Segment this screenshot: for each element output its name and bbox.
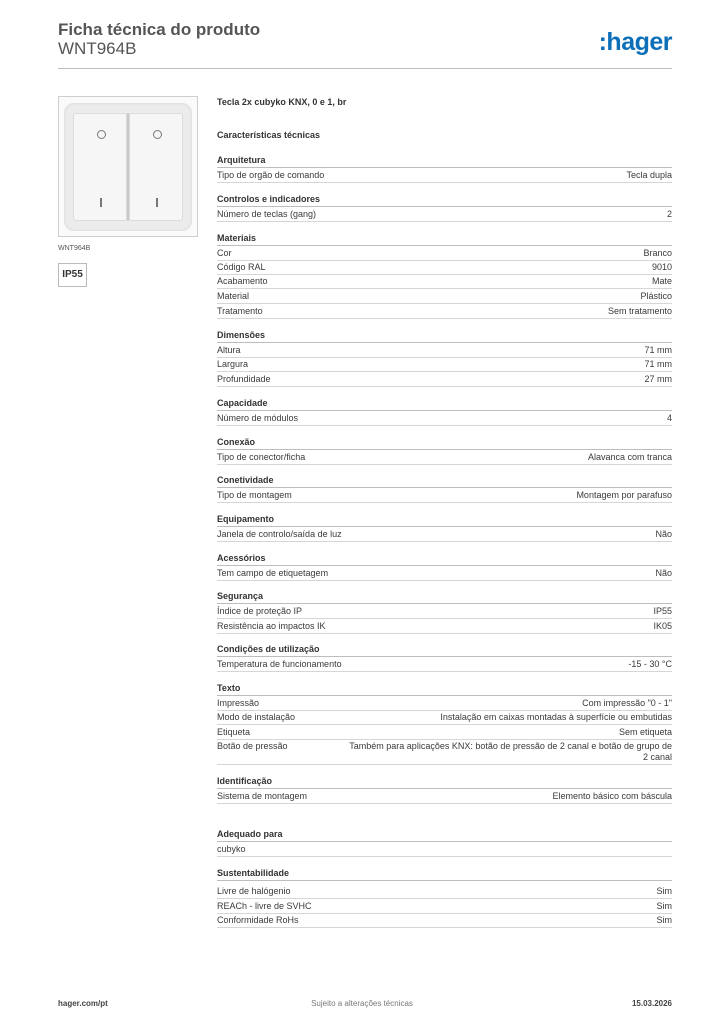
section-heading-capacidade: Capacidade [217,398,672,411]
off-symbol-icon [153,130,162,139]
spec-row [217,209,672,222]
image-caption: WNT964B [58,245,91,252]
spec-row [217,712,672,725]
spec-label: Tipo de conector/ficha [217,452,306,462]
spec-value: Sim [656,886,672,896]
spec-value: 9010 [651,262,672,272]
spec-label: Resistência ao impactos IK [217,621,326,631]
spec-row [217,345,672,358]
spec-row [217,606,672,619]
spec-value: Com impressão "0 - 1" [582,698,672,708]
spec-label: Número de módulos [217,413,299,423]
product-code: WNT964B [58,39,137,58]
section-heading-dimensoes: Dimensões [217,330,672,343]
spec-row [217,791,672,804]
spec-value: Também para aplicações KNX: botão de pressão de 2 canal e botão de grupo de 2 canal [349,741,672,762]
spec-label: Modo de instalação [217,712,296,722]
spec-row [217,698,672,711]
section-heading-conetividade: Conetividade [217,475,672,488]
ip-rating-badge: IP55 [58,263,87,287]
spec-label: Tratamento [217,306,263,316]
spec-value: Branco [643,248,672,258]
spec-value: 2 [666,209,672,219]
footer-date: 15.03.2026 [631,999,672,1008]
spec-row [217,413,672,426]
section-heading-adequado: Adequado para [217,829,672,842]
section-heading-equipamento: Equipamento [217,514,672,527]
spec-row [217,659,672,672]
spec-value: Instalação em caixas montadas à superfície ou embutidas [440,712,672,722]
spec-value: IK05 [653,621,672,631]
spec-row [217,741,672,765]
section-heading-materiais: Materiais [217,233,672,246]
product-description: Tecla 2x cubyko KNX, 0 e 1, br [217,97,347,107]
spec-label: Tem campo de etiquetagem [217,568,329,578]
spec-row [217,529,672,542]
product-image [58,96,198,237]
spec-label: Sistema de montagem [217,791,308,801]
specs-heading: Características técnicas [217,130,321,140]
spec-label: Impressão [217,698,260,708]
spec-row [217,306,672,319]
spec-row [217,915,672,928]
spec-label: Material [217,291,250,301]
spec-row [217,170,672,183]
spec-row [217,886,672,899]
spec-row [217,291,672,304]
spec-value: Elemento básico com báscula [552,791,672,801]
spec-row [217,490,672,503]
spec-label: Largura [217,359,249,369]
spec-label: Tipo de montagem [217,490,292,500]
section-heading-arquitetura: Arquitetura [217,155,672,168]
spec-value: Plástico [640,291,672,301]
spec-value: Sem tratamento [607,306,672,316]
on-symbol-icon [100,198,102,207]
header-divider [58,68,672,69]
section-heading-texto: Texto [217,683,672,696]
spec-row [217,621,672,634]
spec-value: Tecla dupla [626,170,672,180]
spec-row [217,568,672,581]
section-heading-acessorios: Acessórios [217,553,672,566]
spec-label: Código RAL [217,262,266,272]
spec-label: Tipo de orgão de comando [217,170,325,180]
spec-label: Número de teclas (gang) [217,209,317,219]
suitable-for-item: cubyko [217,844,672,857]
spec-row [217,727,672,740]
spec-label: Profundidade [217,374,271,384]
spec-value: IP55 [653,606,672,616]
section-heading-conexao: Conexão [217,437,672,450]
document-title: Ficha técnica do produto [58,20,261,39]
on-symbol-icon [156,198,158,207]
spec-value: Sim [656,901,672,911]
spec-value: Alavanca com tranca [587,452,672,462]
spec-row [217,248,672,261]
spec-label: Índice de proteção IP [217,606,303,616]
spec-value: -15 - 30 °C [628,659,672,669]
section-heading-condicoes: Condições de utilização [217,644,672,657]
left-rocker [73,113,127,221]
spec-value: 4 [666,413,672,423]
spec-label: Altura [217,345,241,355]
section-heading-controlos: Controlos e indicadores [217,194,672,207]
spec-row [217,359,672,372]
footer-website-link[interactable]: hager.com/pt [58,999,108,1008]
spec-value: Mate [651,276,672,286]
spec-value: Não [655,568,672,578]
spec-label: Livre de halógenio [217,886,291,896]
hager-logo: :hager [598,28,672,56]
spec-value: Sim [656,915,672,925]
spec-value: 71 mm [644,359,672,369]
spec-label: Conformidade RoHs [217,915,299,925]
spec-value: Sem etiqueta [618,727,672,737]
switch-plate [64,103,192,231]
spec-label: Cor [217,248,232,258]
spec-label: Etiqueta [217,727,251,737]
spec-label: REACh - livre de SVHC [217,901,312,911]
spec-row [217,901,672,914]
footer-disclaimer: Sujeito a alterações técnicas [311,999,413,1008]
section-heading-sustentabilidade: Sustentabilidade [217,868,672,881]
spec-value: Montagem por parafuso [576,490,672,500]
spec-label: Temperatura de funcionamento [217,659,342,669]
spec-row [217,374,672,387]
spec-row [217,262,672,275]
spec-value: 71 mm [644,345,672,355]
spec-row [217,452,672,465]
section-heading-identificacao: Identificação [217,776,672,789]
spec-row [217,276,672,289]
spec-label: Acabamento [217,276,268,286]
section-heading-seguranca: Segurança [217,591,672,604]
off-symbol-icon [97,130,106,139]
spec-value: 27 mm [644,374,672,384]
spec-label: Janela de controlo/saída de luz [217,529,342,539]
spec-value: Não [655,529,672,539]
spec-label: Botão de pressão [217,741,288,751]
right-rocker [129,113,183,221]
